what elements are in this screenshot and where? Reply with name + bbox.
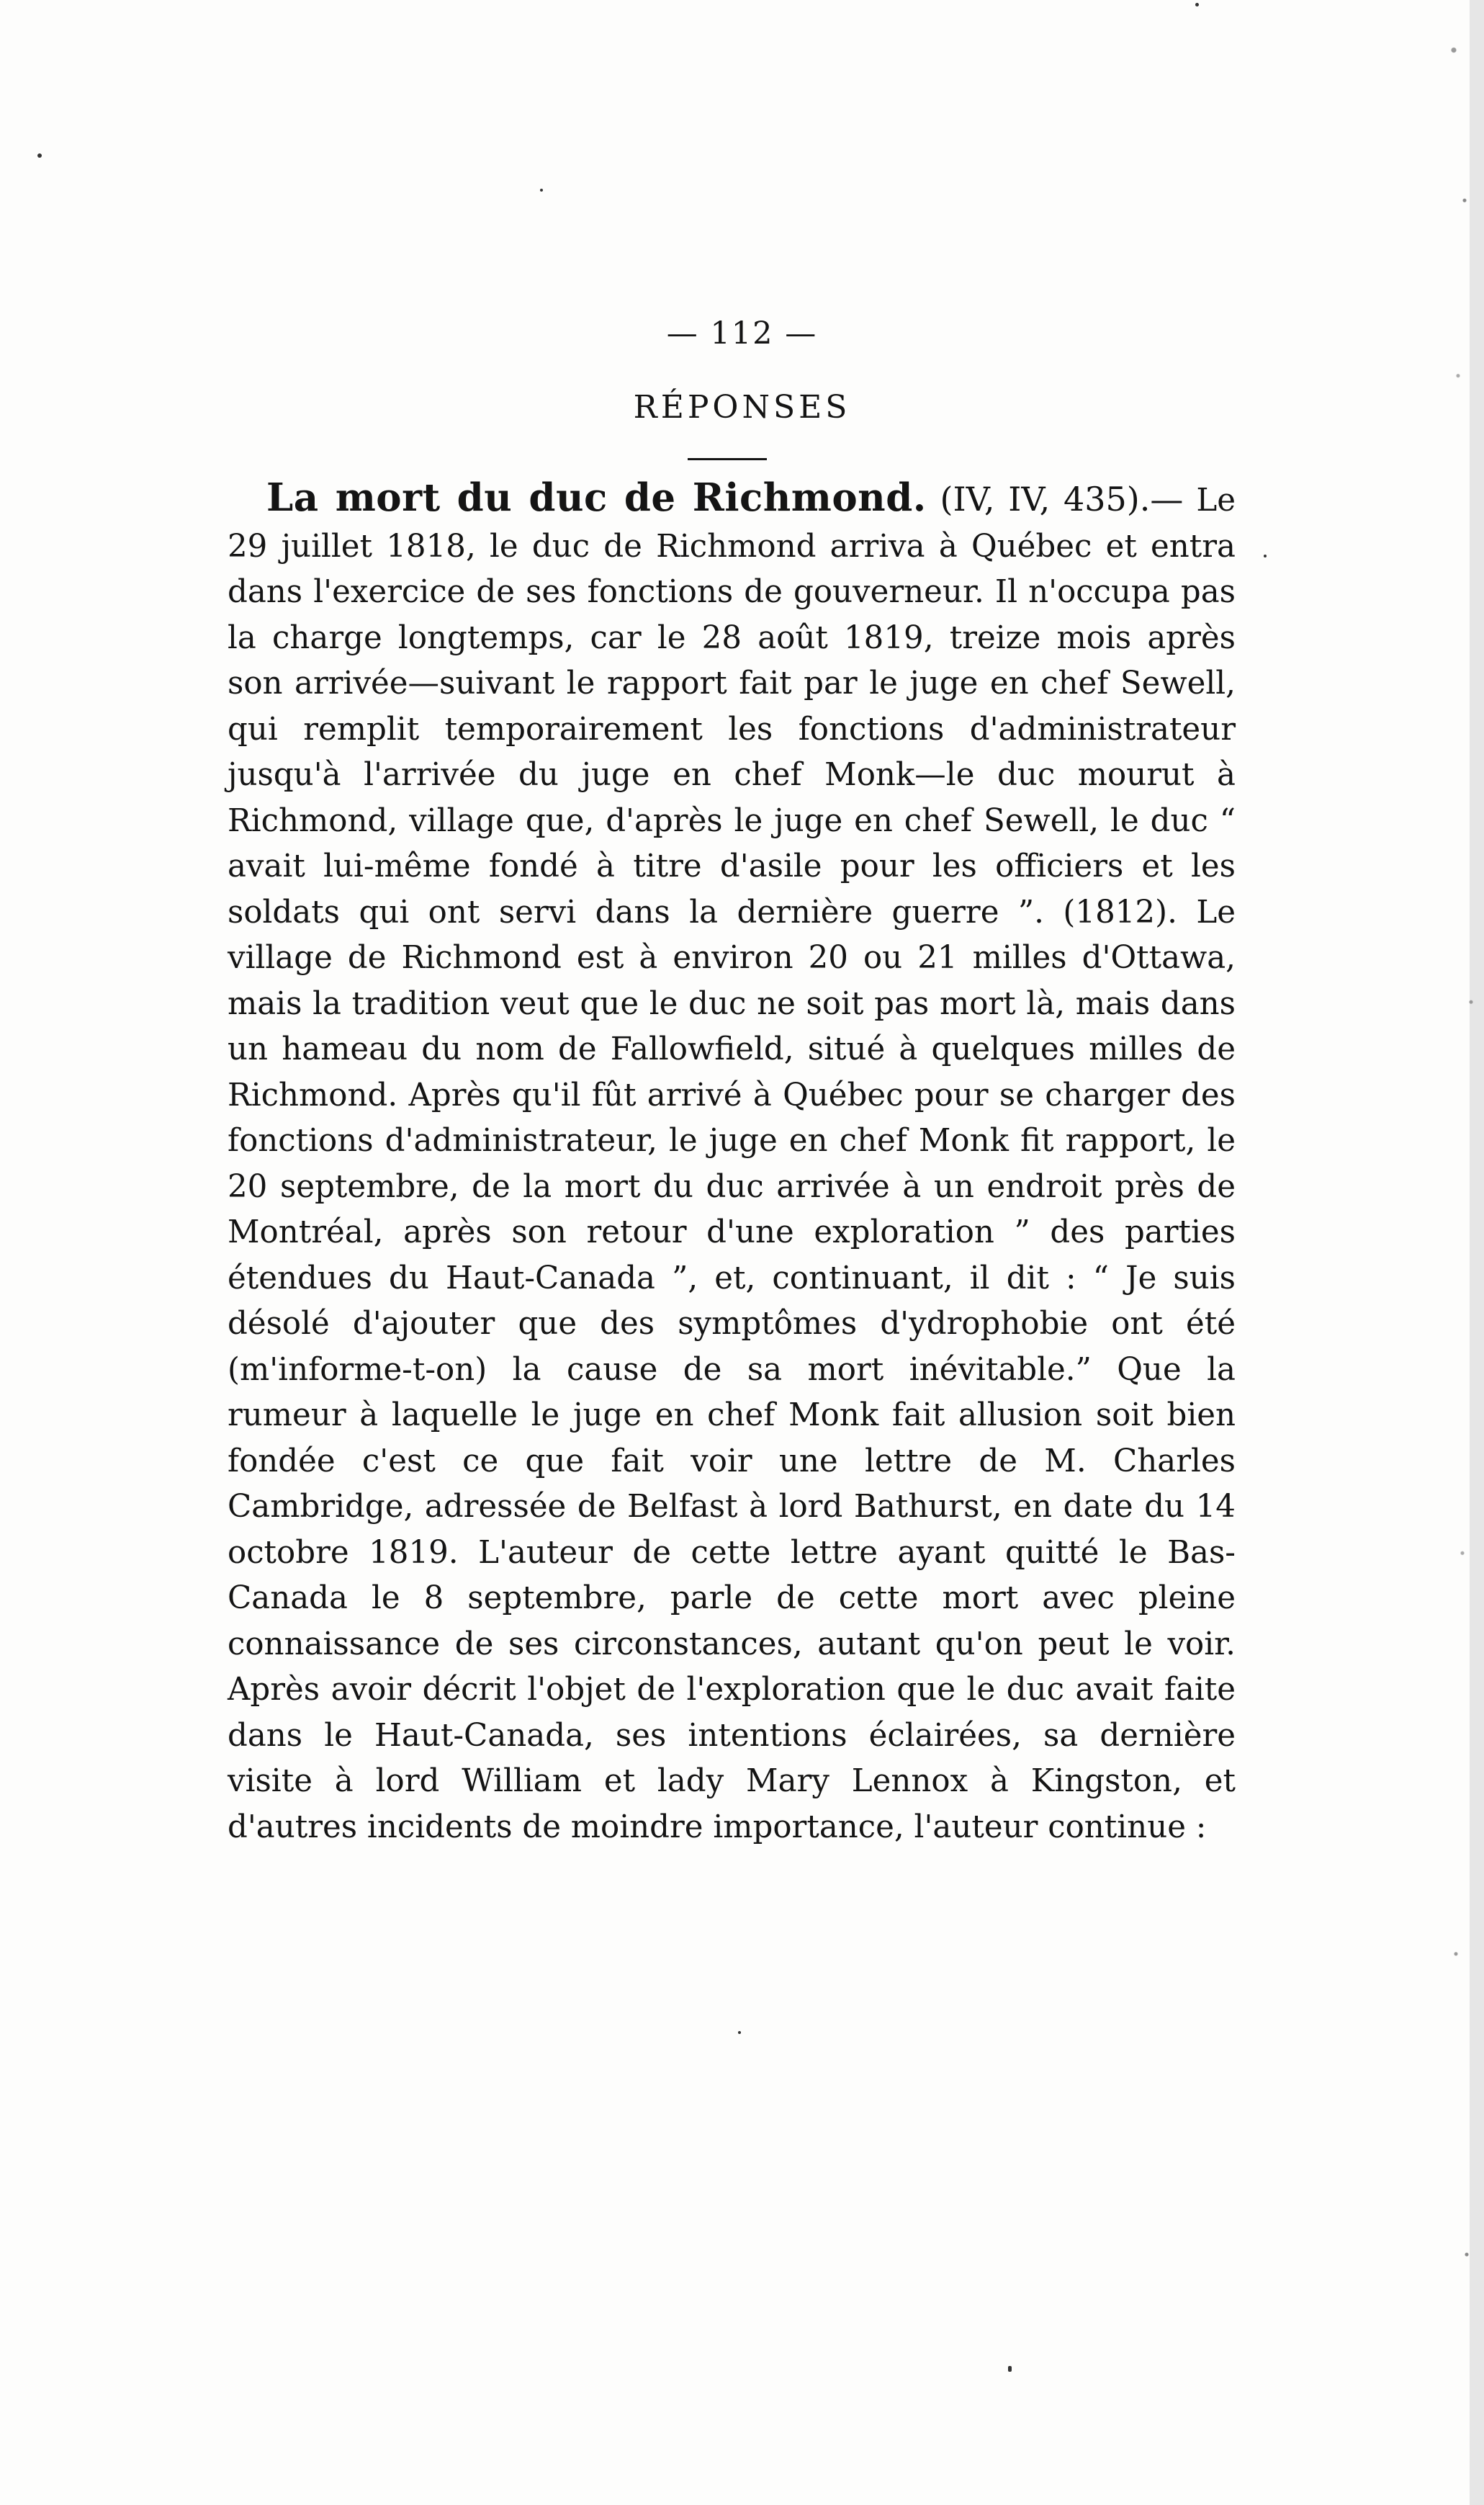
page-number: — 112 —	[666, 315, 818, 351]
article-reference: (IV, IV, 435).—	[926, 480, 1184, 519]
article-body: Le 29 juillet 1818, le duc de Richmond arriva à Québec et entra dans l'exercice de ses fonctions de gouverneur. Il n'occupa pas la charge longtemps, car le 28 août 1819, treize mois après son arrivée—suivant le rapport fait par le juge en chef Sewell, qui remplit temporairement les fonctions d'administrateur jusqu'à l'arrivée du juge en chef Monk—le duc mourut à Richmond, village que, d'après le juge en chef Sewell, le duc “ avait lui-même fondé à titre d'asile pour les officiers et les soldats qui ont servi dans la dernière guerre ”. (1812). Le village de Richmond est à environ 20 ou 21 milles d'Ottawa, mais la tradition veut que le duc ne soit pas mort là, mais dans un hameau du nom de Fallowfield, situé à quelques milles de Richmond. Après qu'il fût arrivé à Québec pour se charger des fonctions d'administrateur, le juge en chef Monk fit rapport, le 20 septembre, de la mort du duc arrivée à un endroit près de Montréal, après son retour d'une exploration ” des parties étendues du Haut-Canada ”, et, continuant, il dit : “ Je suis désolé d'ajouter que des symptômes d'ydrophobie ont été (m'informe-t-on) la cause de sa mort inévitable.” Que la rumeur à laquelle le juge en chef Monk fait allusion soit bien fondée c'est ce que fait voir une lettre de M. Charles Cambridge, adressée de Belfast à lord Bathurst, en date du 14 octobre 1819. L'auteur de cette lettre ayant quitté le Bas-Canada le 8 septembre, parle de cette mort avec pleine connaissance de ses circonstances, autant qu'on peut le voir. Après avoir décrit l'objet de l'exploration que le duc avait faite dans le Haut-Canada, ses intentions éclairées, sa dernière visite à lord William et lady Mary Lennox à Kingston, et d'autres incidents de moindre importance, l'auteur continue :	[228, 483, 1236, 1845]
scan-speck	[540, 189, 543, 192]
scan-speck	[738, 2031, 741, 2034]
scan-speck	[1264, 555, 1267, 557]
article-paragraph	[228, 475, 1236, 1850]
scan-speck	[1195, 3, 1199, 6]
scan-speck	[1008, 2366, 1012, 2372]
section-heading: RÉPONSES	[633, 389, 851, 426]
article-title: La mort du duc de Richmond.	[266, 475, 927, 520]
scan-speck	[37, 153, 42, 158]
scan-edge	[1441, 0, 1484, 2505]
heading-rule	[688, 458, 767, 460]
